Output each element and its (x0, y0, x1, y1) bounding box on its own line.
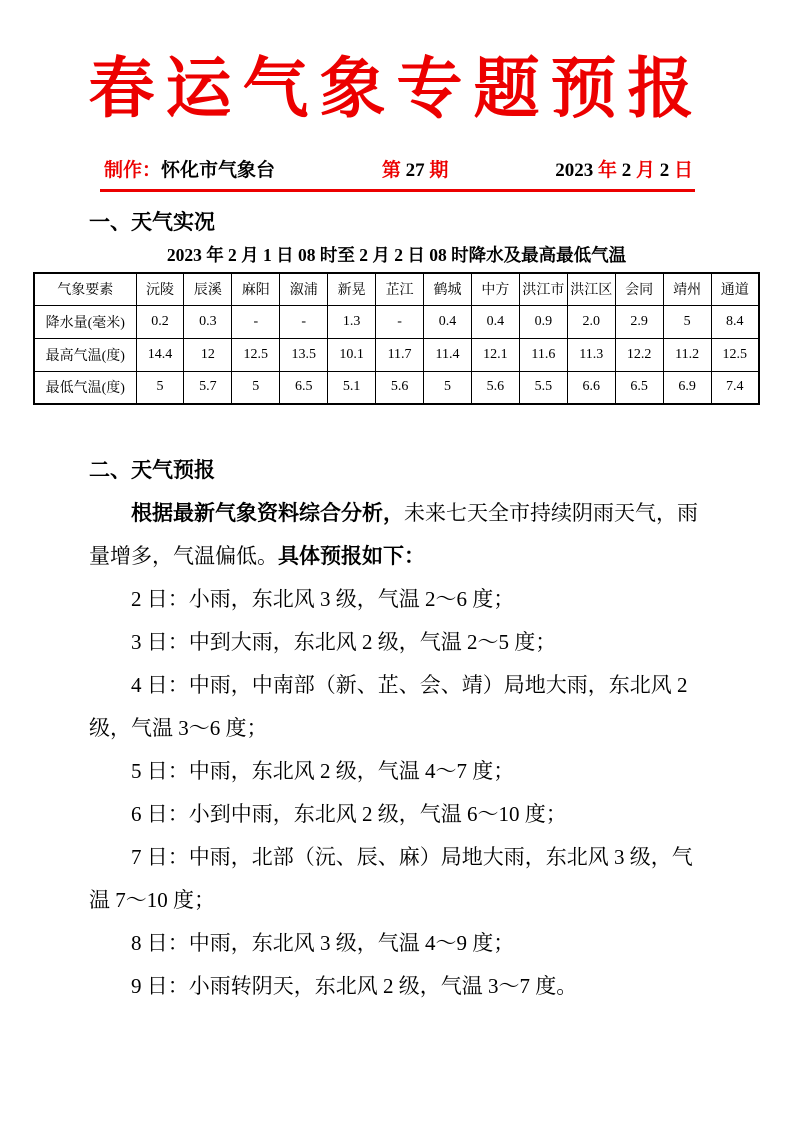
table-cell: 11.2 (663, 338, 711, 371)
column-header-station: 洪江市 (519, 273, 567, 305)
date-year: 2023 (555, 160, 598, 182)
table-cell: 5.5 (519, 371, 567, 404)
table-cell: 5.6 (376, 371, 424, 404)
table-cell: 12.5 (711, 338, 759, 371)
table-cell: 11.6 (519, 338, 567, 371)
table-cell: 10.1 (328, 338, 376, 371)
table-cell: 5.6 (471, 371, 519, 404)
forecast-intro-body: 未来七天全市持续阴雨天气，雨量增多，气温偏低。 (89, 501, 698, 568)
forecast-day-line: 8 日：中雨，东北风 3 级，气温 4～9 度； (131, 931, 515, 955)
masthead (104, 160, 693, 183)
column-header-station: 靖州 (663, 273, 711, 305)
column-header-station: 中方 (471, 273, 519, 305)
issue-number: 27 (400, 160, 430, 182)
forecast-day-line: 9 日：小雨转阴天，东北风 2 级，气温 3～7 度。 (131, 974, 578, 998)
section1-heading: 一、天气实况 (89, 209, 215, 234)
table-cell: 5.1 (328, 371, 376, 404)
table-cell: 0.9 (519, 305, 567, 338)
issue-prefix: 第 (381, 160, 401, 182)
table-cell: 11.3 (567, 338, 615, 371)
table-cell: 5 (424, 371, 472, 404)
table-cell: 5 (232, 371, 280, 404)
row-label: 降水量(毫米) (34, 305, 136, 338)
table-row (34, 305, 759, 338)
table-cell: 6.6 (567, 371, 615, 404)
column-header-station: 通道 (711, 273, 759, 305)
table-cell: 5.7 (184, 371, 232, 404)
weather-table (33, 272, 760, 405)
table-cell: 5 (663, 305, 711, 338)
column-header-station: 洪江区 (567, 273, 615, 305)
forecast-intro (89, 492, 701, 578)
date-day-unit: 日 (673, 160, 693, 182)
table-cell: 0.2 (136, 305, 184, 338)
row-label: 最高气温(度) (34, 338, 136, 371)
producer-name: 怀化市气象台 (161, 160, 276, 182)
column-header-station: 芷江 (376, 273, 424, 305)
table-cell: 8.4 (711, 305, 759, 338)
date-line (555, 160, 693, 183)
column-header-station: 辰溪 (184, 273, 232, 305)
table-cell: 12.2 (615, 338, 663, 371)
table-cell: 0.4 (424, 305, 472, 338)
column-header-station: 鹤城 (424, 273, 472, 305)
forecast-day-line: 4 日：中雨，中南部（新、芷、会、靖）局地大雨，东北风 2 级，气温 3～6 度； (89, 673, 688, 740)
table-cell: 14.4 (136, 338, 184, 371)
forecast-day-line: 2 日：小雨，东北风 3 级，气温 2～6 度； (131, 587, 515, 611)
forecast-days (89, 578, 701, 1008)
forecast-intro-lead: 根据最新气象资料综合分析， (131, 501, 404, 525)
issue-line (382, 160, 449, 183)
table-cell: - (376, 305, 424, 338)
section2-heading: 二、天气预报 (89, 458, 215, 482)
column-header-station: 新晃 (328, 273, 376, 305)
weather-table-body (34, 305, 759, 404)
forecast-day-line: 7 日：中雨，北部（沅、辰、麻）局地大雨，东北风 3 级，气温 7～10 度； (89, 845, 693, 912)
table-cell: 5 (136, 371, 184, 404)
table-cell: 0.3 (184, 305, 232, 338)
forecast-day-line: 3 日：中到大雨，东北风 2 级，气温 2～5 度； (131, 630, 557, 654)
weather-table-title: 2023 年 2 月 1 日 08 时至 2 月 2 日 08 时降水及最高最低气温 (166, 245, 627, 266)
date-day: 2 (654, 160, 674, 182)
table-row (34, 338, 759, 371)
column-header-station: 沅陵 (136, 273, 184, 305)
table-cell: 13.5 (280, 338, 328, 371)
date-month: 2 (616, 160, 636, 182)
table-cell: 7.4 (711, 371, 759, 404)
column-header-station: 麻阳 (232, 273, 280, 305)
red-divider (100, 189, 695, 192)
table-cell: 2.0 (567, 305, 615, 338)
table-cell: 12.5 (232, 338, 280, 371)
weather-table-header-row (34, 273, 759, 305)
table-row (34, 371, 759, 404)
date-year-unit: 年 (597, 160, 617, 182)
column-header-element: 气象要素 (34, 273, 136, 305)
table-cell: - (232, 305, 280, 338)
table-cell: 12.1 (471, 338, 519, 371)
table-cell: - (280, 305, 328, 338)
forecast-intro-tail: 具体预报如下： (278, 544, 425, 568)
producer-label: 制作： (104, 160, 162, 182)
page-title: 春运气象专题预报 (88, 53, 705, 126)
column-header-station: 会同 (615, 273, 663, 305)
column-header-station: 溆浦 (280, 273, 328, 305)
table-cell: 1.3 (328, 305, 376, 338)
producer-line (104, 160, 275, 183)
table-cell: 11.4 (424, 338, 472, 371)
row-label: 最低气温(度) (34, 371, 136, 404)
table-cell: 6.9 (663, 371, 711, 404)
table-cell: 0.4 (471, 305, 519, 338)
table-cell: 12 (184, 338, 232, 371)
forecast-day-line: 6 日：小到中雨，东北风 2 级，气温 6～10 度； (131, 802, 567, 826)
forecast-day-line: 5 日：中雨，东北风 2 级，气温 4～7 度； (131, 759, 515, 783)
table-cell: 2.9 (615, 305, 663, 338)
forecast-section (89, 449, 701, 1008)
issue-suffix: 期 (429, 160, 449, 182)
table-cell: 6.5 (280, 371, 328, 404)
table-cell: 6.5 (615, 371, 663, 404)
table-cell: 11.7 (376, 338, 424, 371)
date-month-unit: 月 (635, 160, 655, 182)
